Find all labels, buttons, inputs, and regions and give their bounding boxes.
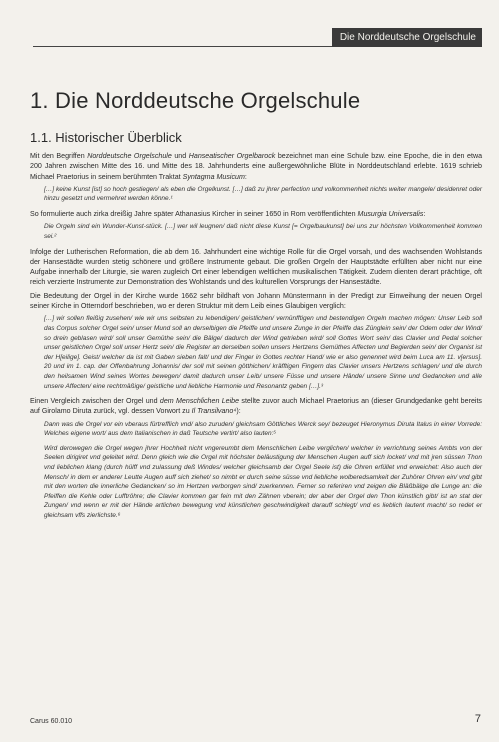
quote-4: Dann was die Orgel vor ein vberaus fürtrefflich vnd/ also zuruden/ gleichsam Göttliches Werck sey/ bezeuget Hieronymus Diruta Italus in einer Vorrede: Welches eigene wort/ aus dem Italianischen in daß Teutsche vertirt/ also lauten:⁵ bbox=[44, 420, 482, 438]
title-il-transilvano: Il Transilvano bbox=[191, 407, 234, 416]
title-syntagma-musicum: Syntagma Musicum bbox=[182, 172, 245, 181]
paragraph-1-text-e: bezeichnet man eine Schule bzw. eine Epoche, die in den etwa 200 Jahren zwischen Mitte des 16. und Mitte des 18. Jahrhunderts eine außergewöhnliche Blüte in Norddeutschland erlebte. 1619 schrieb Michael Praetorius in seinem berühmten Traktat bbox=[30, 152, 483, 181]
quote-5: Wird derowegen die Orgel wegen jhrer Hochheit nicht vngereumbt dem Menschlichen Leibe verglichen/ welcher in verrichtung seines Ambts von der Seelen dirigiret vnd geleitet wird. Denn gleich wie die Orgel mit höchster beläustigung der Menschen Augen auff sich locket/ vnd mit jren süssen Thon vnd lieblichen klang (durch hülff vnd zulassung deß Windes/ welcher gleichsamb der Orgel Seele ist) die Ohren erfüllet vnd erweichet: Also auch der Mensch/ in dem er anderer Leutte Augen auff sich ziehet/ so nimbt er durch seine süsse vnd liebliche wolberedsamkeit der Zuhörer Ohren ein/ vnd gibt mit den worten die innerliche Gedancken/ so im Hertzen verborgen sind/ zuerkennen. Ferner so referiren vnd zeigen die Bläßbälge die Lunge an: die Pfeiffen die Kehle oder Lufftröhre; die Clavier kommen gar fein mit den Zähnen vberein; der aber der Orgel den Thon künstlich gibt/ ist an stat der Zungen/ vnd wenn er mit der Hände artlichen bewegung vnd künstlichen geschwindigkeit darauff schlegt/ vnd es lieblich lautent macht/ so redet er gleichsam vffs zierlichste.⁶ bbox=[44, 444, 482, 520]
paragraph-5 bbox=[30, 396, 482, 417]
paragraph-4: Die Bedeutung der Orgel in der Kirche wurde 1662 sehr bildhaft von Johann Münstermann in der Predigt zur Einweihung der neuen Orgel seiner Kirche in Otterndorf beschrieben, wo er deren Struktur mit dem Leib eines Glaubigen verglich: bbox=[30, 291, 482, 311]
paragraph-5-text-e: ⁴): bbox=[233, 407, 241, 416]
body-text bbox=[30, 151, 482, 526]
title-musurgia-universalis: Musurgia Universalis bbox=[357, 210, 424, 219]
section-heading: 1.1. Historischer Überblick bbox=[30, 130, 182, 145]
quote-1: […] keine Kunst [ist] so hoch gestiegen/ als eben die Orgelkunst. […] daß zu jhrer perfection und volkommenheit nichts weiter mangele/ desidenret oder hinzu gesetzt und vermehret werden könne.¹ bbox=[44, 185, 482, 203]
page-number: 7 bbox=[474, 713, 481, 725]
paragraph-3: Infolge der Lutherischen Reformation, die ab dem 16. Jahrhundert eine wichtige Rolle für die Orgel vorsah, und des wachsenden Wohlstands der Hansestädte wurden stetig schönere und größere Instrumente gebaut. Die großen Orgeln der Hauptstädte erfüllten aber nicht nur eine Aufgabe innerhalb der Liturgie, sie waren zugleich Ort einer lebendigen weltlichen musikalischen Tätigkeit. Zudem dienten derart prächtige, oft reich verzierte Instrumente zur Demonstration des Wohlstands und des kulturellen Vorsprungs der Hansestädte. bbox=[30, 247, 482, 287]
paragraph-1-text-g: : bbox=[244, 172, 247, 181]
running-header: Die Norddeutsche Orgelschule bbox=[332, 28, 482, 47]
term-menschlichen-leibe: dem Menschlichen Leibe bbox=[159, 397, 240, 406]
paragraph-2 bbox=[30, 209, 482, 219]
paragraph-2-text-a: So formulierte auch zirka dreißig Jahre später Athanasius Kircher in seiner 1650 in Rom veröffentlichten bbox=[30, 210, 358, 219]
quote-3: […] wir sollen fleißig zusehen/ wie wir uns selbsten zu lebendigen/ geistlichen/ vernünfftigen und bestendigen Orgeln machen mögen: Unser Leib soll das Corpus solcher Orgel sein/ unser Mund soll an derselbigen die Pfeiffe und unsere Zunge in der Pfeiffe das Zünglein sein/ der Odem oder der Wind/ so drein geblasen wird/ soll unser Gemüthe sein/ die Bälge/ dadurch der Wind getrieben wird/ soll Gottes Wort sein/ das Clavier und Pedal solcher unser geistlichen Orgel soll unser Hertz sein/ die Register an derselben sollen unsers Hertzens Gemüthes Affecten und Begierden sein/ der Organist ist der H[eilige]. Geist/ welcher da ist mit Gaben sieben falt/ und der Finger in Gottes rechter Hand/ wie er also genennet wird beim Luca am 11. v[ersus]. 20 und im 1. cap. der Offenbahrung Johannis/ der soll mit seinen götthichen/ kräfftigen Fingern das Clavier unsers Hertzens schlagen/ und die durch den heilsamen Wind seines Wortes bewegen/ damit dadurch unser Leib/ unsere Füsse und unsere Hände/ unsere Sinne und Gedancken und alle unsere Affecten/ eine rechtmäßige/ geistliche und liebliche Harmonie und Resonantz geben […].³ bbox=[44, 315, 482, 390]
paragraph-1-text-c: und bbox=[171, 152, 189, 160]
term-hanseatischer-orgelbarock: Hanseatischer Orgelbarock bbox=[188, 152, 276, 160]
paragraph-5-text-c: stellte zuvor auch Michael Praetorius an (dieser Grundgedanke geht bereits auf Girolamo Diruta zurück, vgl. dessen Vorwort zu bbox=[30, 397, 482, 416]
paragraph-2-text-c: : bbox=[423, 210, 426, 219]
quote-2: Die Orgeln sind ein Wunder-Kunst-stück. […] wer wil leugnen/ daß nicht diese Kunst [= Orgelbaukunst] bei uns zur höchsten Vollkommenheit kommen sei.² bbox=[44, 223, 482, 240]
paragraph-5-text-a: Einen Vergleich zwischen der Orgel und bbox=[30, 397, 160, 406]
paragraph-1-text-a: Mit den Begriffen bbox=[30, 152, 88, 160]
publisher-footer: Carus 60.010 bbox=[30, 718, 73, 725]
term-norddeutsche-orgelschule: Norddeutsche Orgelschule bbox=[87, 152, 172, 160]
paragraph-1 bbox=[30, 151, 482, 182]
chapter-title: 1. Die Norddeutsche Orgelschule bbox=[30, 88, 361, 113]
